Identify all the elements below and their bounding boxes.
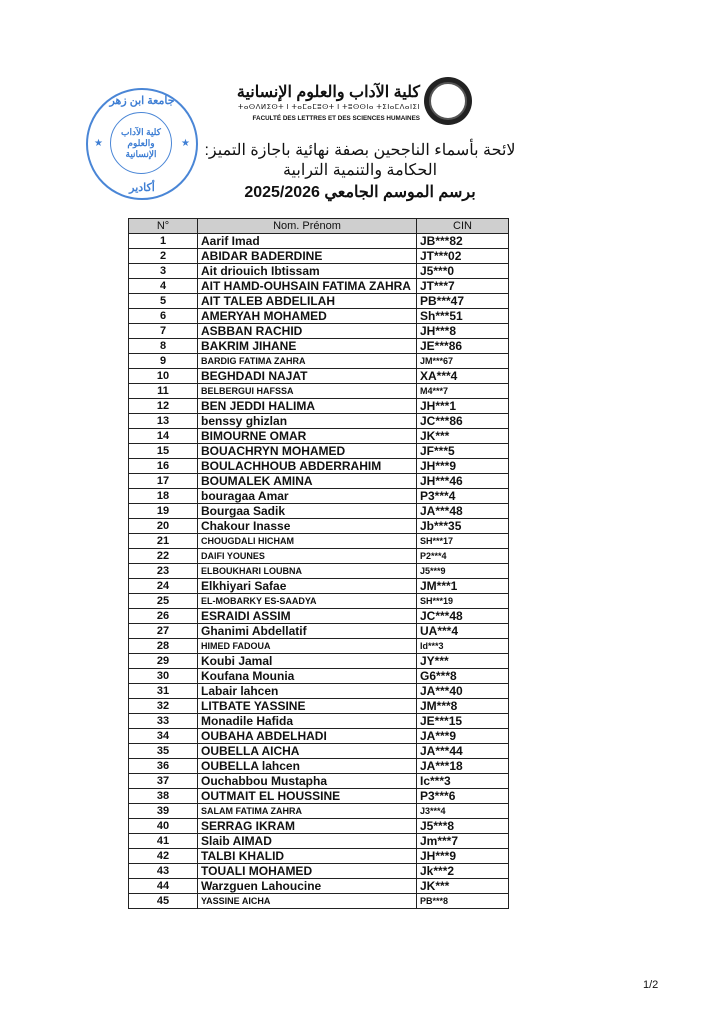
table-row <box>129 579 509 594</box>
document-title: لائحة بأسماء الناجحين بصفة نهائية باجازة التميز: <box>204 142 516 159</box>
row-number: 24 <box>129 579 198 594</box>
student-name: ESRAIDI ASSIM <box>198 609 417 624</box>
student-name: Koubi Jamal <box>198 654 417 669</box>
table-row <box>129 309 509 324</box>
cin-value: G6***8 <box>417 669 509 684</box>
table-row <box>129 744 509 759</box>
table-row <box>129 594 509 609</box>
student-name: OUTMAIT EL HOUSSINE <box>198 789 417 804</box>
table-row <box>129 249 509 264</box>
row-number: 13 <box>129 414 198 429</box>
row-number: 40 <box>129 819 198 834</box>
cin-value: J5***0 <box>417 264 509 279</box>
row-number: 37 <box>129 774 198 789</box>
student-name: LITBATE YASSINE <box>198 699 417 714</box>
table-row <box>129 459 509 474</box>
student-name: ABIDAR BADERDINE <box>198 249 417 264</box>
cin-value: JH***1 <box>417 399 509 414</box>
results-table <box>128 218 509 909</box>
cin-value: JC***86 <box>417 414 509 429</box>
cin-value: JM***67 <box>417 354 509 369</box>
row-number: 35 <box>129 744 198 759</box>
table-row <box>129 864 509 879</box>
row-number: 25 <box>129 594 198 609</box>
table-row <box>129 684 509 699</box>
table-row <box>129 699 509 714</box>
row-number: 21 <box>129 534 198 549</box>
student-name: BEN JEDDI HALIMA <box>198 399 417 414</box>
row-number: 16 <box>129 459 198 474</box>
student-name: SALAM FATIMA ZAHRA <box>198 804 417 819</box>
row-number: 3 <box>129 264 198 279</box>
student-name: Chakour Inasse <box>198 519 417 534</box>
star-icon: ★ <box>94 138 103 149</box>
cin-value: JH***46 <box>417 474 509 489</box>
row-number: 7 <box>129 324 198 339</box>
row-number: 28 <box>129 639 198 654</box>
header-name: Nom. Prénom <box>198 219 417 234</box>
student-name: bouragaa Amar <box>198 489 417 504</box>
faculty-name-tifinagh: ⵜⴰⵙⴷⵍⵉⵙⵜ ⵏ ⵜⴰⵎⴰⵎⵓⵙⵜ ⵏ ⵜⵓⵙⵙⵏⴰ ⵜⵉⵏⴰⵎⴷⴰⵏⵉⵏ <box>237 104 420 111</box>
table-row <box>129 414 509 429</box>
table-row <box>129 339 509 354</box>
student-name: BAKRIM JIHANE <box>198 339 417 354</box>
stamp-center-text: كلية الآداب والعلوم الإنسانية <box>110 112 172 174</box>
row-number: 22 <box>129 549 198 564</box>
star-icon: ★ <box>181 138 190 149</box>
row-number: 17 <box>129 474 198 489</box>
cin-value: JH***8 <box>417 324 509 339</box>
table-row <box>129 324 509 339</box>
row-number: 36 <box>129 759 198 774</box>
faculty-name-arabic: كلية الآداب والعلوم الإنسانية <box>236 84 420 101</box>
row-number: 41 <box>129 834 198 849</box>
student-name: Aarif Imad <box>198 234 417 249</box>
table-row <box>129 624 509 639</box>
table-row <box>129 639 509 654</box>
row-number: 4 <box>129 279 198 294</box>
table-row <box>129 489 509 504</box>
table-row <box>129 549 509 564</box>
cin-value: M4***7 <box>417 384 509 399</box>
row-number: 18 <box>129 489 198 504</box>
table-row <box>129 564 509 579</box>
cin-value: JF***5 <box>417 444 509 459</box>
row-number: 33 <box>129 714 198 729</box>
university-stamp <box>86 88 198 200</box>
student-name: DAIFI YOUNES <box>198 549 417 564</box>
student-name: Ouchabbou Mustapha <box>198 774 417 789</box>
header-cin: CIN <box>417 219 509 234</box>
table-row <box>129 654 509 669</box>
row-number: 10 <box>129 369 198 384</box>
student-name: OUBELLA lahcen <box>198 759 417 774</box>
cin-value: Jm***7 <box>417 834 509 849</box>
row-number: 38 <box>129 789 198 804</box>
row-number: 23 <box>129 564 198 579</box>
cin-value: JK*** <box>417 429 509 444</box>
student-name: Koufana Mounia <box>198 669 417 684</box>
student-name: BARDIG FATIMA ZAHRA <box>198 354 417 369</box>
row-number: 43 <box>129 864 198 879</box>
cin-value: J5***8 <box>417 819 509 834</box>
cin-value: JM***1 <box>417 579 509 594</box>
student-name: Elkhiyari Safae <box>198 579 417 594</box>
table-row <box>129 714 509 729</box>
student-name: Ghanimi Abdellatif <box>198 624 417 639</box>
student-name: TOUALI MOHAMED <box>198 864 417 879</box>
cin-value: Jk***2 <box>417 864 509 879</box>
cin-value: UA***4 <box>417 624 509 639</box>
table-row <box>129 384 509 399</box>
academic-year: برسم الموسم الجامعي 2025/2026 <box>244 184 476 201</box>
cin-value: JA***48 <box>417 504 509 519</box>
cin-value: Jb***35 <box>417 519 509 534</box>
student-name: BIMOURNE OMAR <box>198 429 417 444</box>
cin-value: PB***8 <box>417 894 509 909</box>
student-name: Warzguen Lahoucine <box>198 879 417 894</box>
student-name: YASSINE AICHA <box>198 894 417 909</box>
cin-value: JT***02 <box>417 249 509 264</box>
cin-value: P3***4 <box>417 489 509 504</box>
table-row <box>129 804 509 819</box>
row-number: 27 <box>129 624 198 639</box>
row-number: 15 <box>129 444 198 459</box>
table-row <box>129 729 509 744</box>
table-row <box>129 354 509 369</box>
table-row <box>129 234 509 249</box>
cin-value: SH***17 <box>417 534 509 549</box>
student-name: AMERYAH MOHAMED <box>198 309 417 324</box>
student-name: ELBOUKHARI LOUBNA <box>198 564 417 579</box>
student-name: TALBI KHALID <box>198 849 417 864</box>
student-name: HIMED FADOUA <box>198 639 417 654</box>
row-number: 44 <box>129 879 198 894</box>
row-number: 45 <box>129 894 198 909</box>
table-row <box>129 849 509 864</box>
cin-value: JB***82 <box>417 234 509 249</box>
student-name: OUBELLA AICHA <box>198 744 417 759</box>
table-row <box>129 879 509 894</box>
row-number: 34 <box>129 729 198 744</box>
table-row <box>129 759 509 774</box>
cin-value: P3***6 <box>417 789 509 804</box>
row-number: 39 <box>129 804 198 819</box>
row-number: 8 <box>129 339 198 354</box>
page-number: 1/2 <box>643 979 659 991</box>
row-number: 32 <box>129 699 198 714</box>
table-row <box>129 294 509 309</box>
student-name: SERRAG IKRAM <box>198 819 417 834</box>
student-name: CHOUGDALI HICHAM <box>198 534 417 549</box>
table-row <box>129 279 509 294</box>
table-header-row <box>129 219 509 234</box>
table-row <box>129 264 509 279</box>
table-row <box>129 894 509 909</box>
cin-value: JH***9 <box>417 849 509 864</box>
table-row <box>129 444 509 459</box>
row-number: 11 <box>129 384 198 399</box>
cin-value: XA***4 <box>417 369 509 384</box>
student-name: Slaib AIMAD <box>198 834 417 849</box>
student-name: AIT TALEB ABDELILAH <box>198 294 417 309</box>
faculty-name-french: FACULTÉ DES LETTRES ET DES SCIENCES HUMAINES <box>252 115 420 122</box>
student-name: BOULACHHOUB ABDERRAHIM <box>198 459 417 474</box>
cin-value: JA***18 <box>417 759 509 774</box>
cin-value: JM***8 <box>417 699 509 714</box>
student-name: BELBERGUI HAFSSA <box>198 384 417 399</box>
cin-value: P2***4 <box>417 549 509 564</box>
cin-value: J3***4 <box>417 804 509 819</box>
cin-value: Ic***3 <box>417 774 509 789</box>
student-name: BOUACHRYN MOHAMED <box>198 444 417 459</box>
cin-value: JA***40 <box>417 684 509 699</box>
cin-value: JE***86 <box>417 339 509 354</box>
table-row <box>129 774 509 789</box>
student-name: Bourgaa Sadik <box>198 504 417 519</box>
table-row <box>129 834 509 849</box>
row-number: 19 <box>129 504 198 519</box>
header-number: N° <box>129 219 198 234</box>
table-row <box>129 519 509 534</box>
table-row <box>129 369 509 384</box>
cin-value: PB***47 <box>417 294 509 309</box>
table-row <box>129 819 509 834</box>
table-row <box>129 609 509 624</box>
cin-value: JA***9 <box>417 729 509 744</box>
row-number: 6 <box>129 309 198 324</box>
program-name: الحكامة والتنمية الترابية <box>282 162 438 179</box>
cin-value: JC***48 <box>417 609 509 624</box>
row-number: 42 <box>129 849 198 864</box>
table-row <box>129 399 509 414</box>
student-name: Labair lahcen <box>198 684 417 699</box>
cin-value: JK*** <box>417 879 509 894</box>
student-name: BEGHDADI NAJAT <box>198 369 417 384</box>
row-number: 26 <box>129 609 198 624</box>
cin-value: J5***9 <box>417 564 509 579</box>
row-number: 2 <box>129 249 198 264</box>
row-number: 29 <box>129 654 198 669</box>
cin-value: JA***44 <box>417 744 509 759</box>
student-name: EL-MOBARKY ES-SAADYA <box>198 594 417 609</box>
cin-value: JT***7 <box>417 279 509 294</box>
row-number: 14 <box>129 429 198 444</box>
student-name: benssy ghizlan <box>198 414 417 429</box>
cin-value: JY*** <box>417 654 509 669</box>
table-row <box>129 429 509 444</box>
stamp-bottom-text: أكادير <box>129 182 155 194</box>
row-number: 12 <box>129 399 198 414</box>
cin-value: Sh***51 <box>417 309 509 324</box>
table-row <box>129 504 509 519</box>
cin-value: Id***3 <box>417 639 509 654</box>
row-number: 31 <box>129 684 198 699</box>
row-number: 9 <box>129 354 198 369</box>
row-number: 1 <box>129 234 198 249</box>
table-row <box>129 474 509 489</box>
row-number: 5 <box>129 294 198 309</box>
row-number: 30 <box>129 669 198 684</box>
student-name: BOUMALEK AMINA <box>198 474 417 489</box>
cin-value: JE***15 <box>417 714 509 729</box>
student-name: AIT HAMD-OUHSAIN FATIMA ZAHRA <box>198 279 417 294</box>
stamp-top-text: جامعة ابن زهر <box>109 95 175 107</box>
cin-value: JH***9 <box>417 459 509 474</box>
student-name: ASBBAN RACHID <box>198 324 417 339</box>
table-row <box>129 789 509 804</box>
table-row <box>129 534 509 549</box>
student-name: OUBAHA ABDELHADI <box>198 729 417 744</box>
student-name: Ait driouich Ibtissam <box>198 264 417 279</box>
table-row <box>129 669 509 684</box>
cin-value: SH***19 <box>417 594 509 609</box>
row-number: 20 <box>129 519 198 534</box>
student-name: Monadile Hafida <box>198 714 417 729</box>
faculty-logo <box>424 77 472 125</box>
